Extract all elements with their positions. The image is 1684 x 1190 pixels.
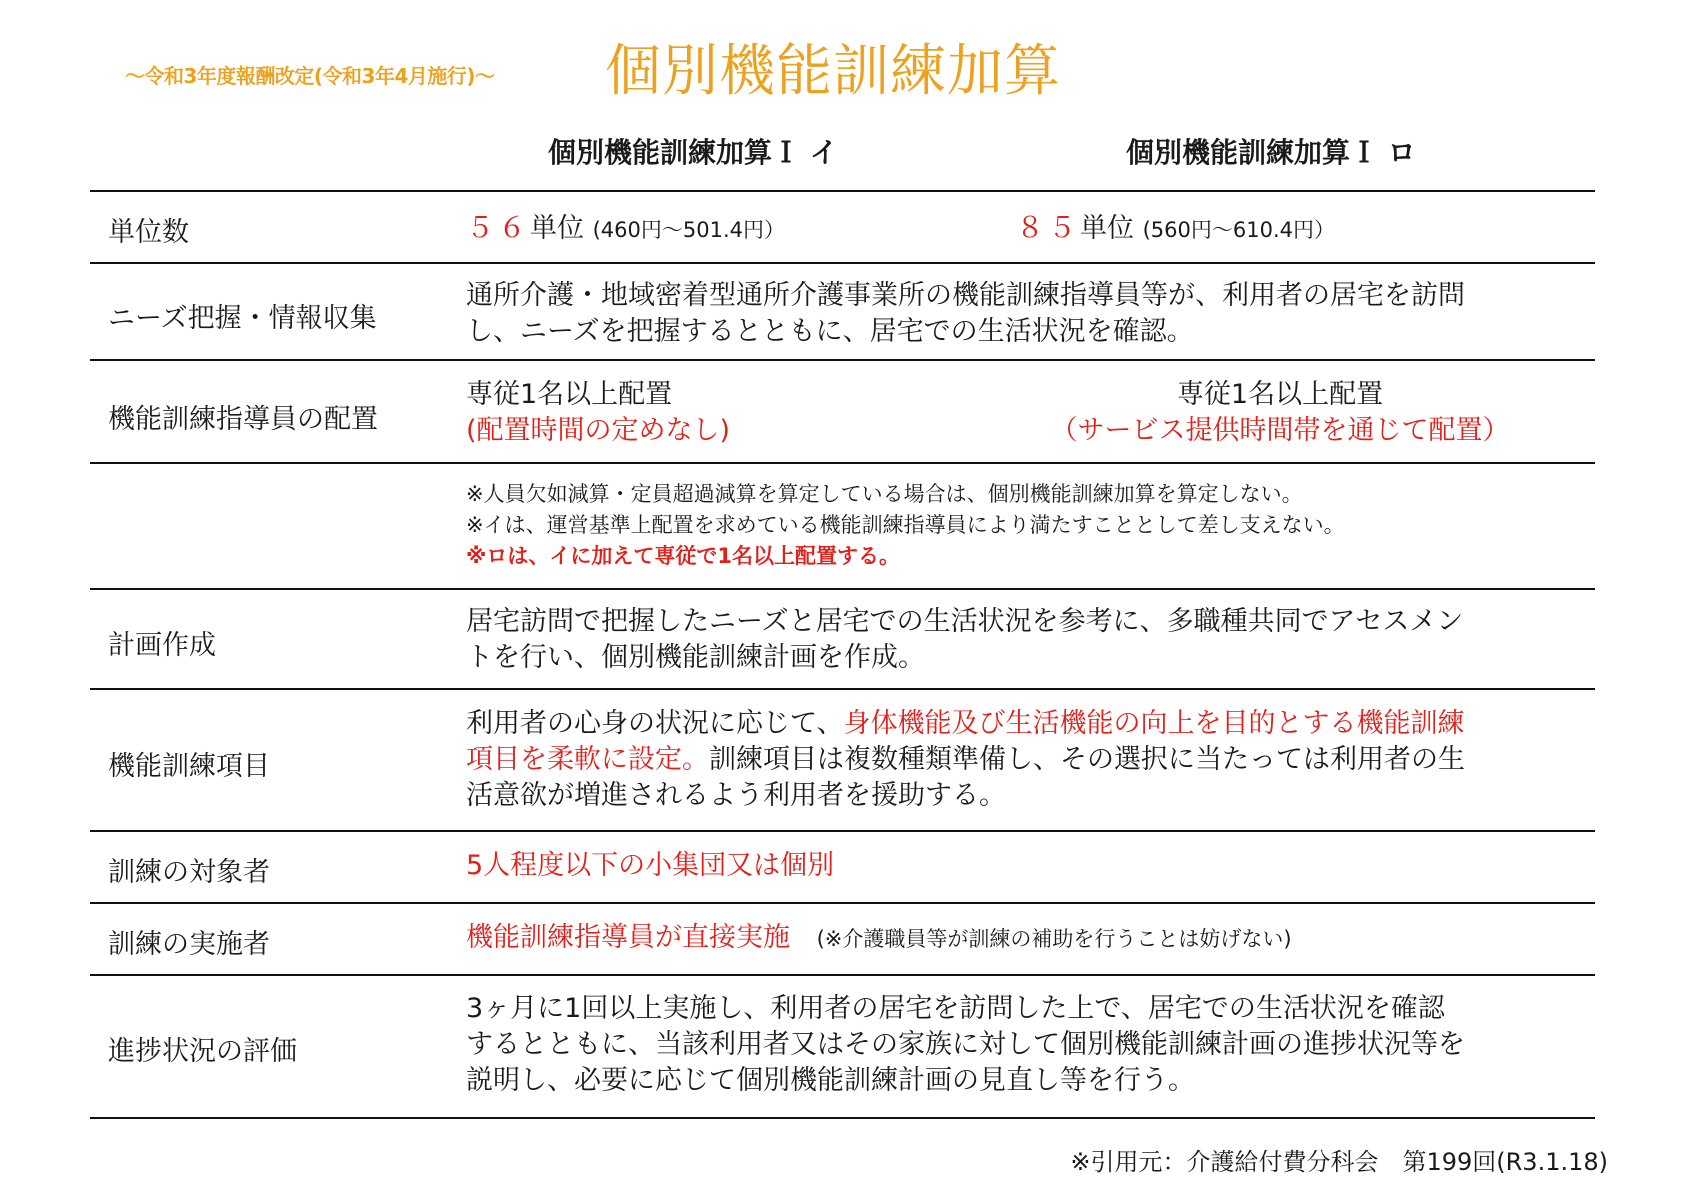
column-header-i: 個別機能訓練加算Ｉ イ xyxy=(548,136,838,169)
subtitle: ～令和3年度報酬改定(令和3年4月施行)～ xyxy=(125,64,495,88)
plan-line: 居宅訪問で把握したニーズと居宅での生活状況を参考に、多職種共同でアセスメン xyxy=(466,606,1464,637)
units-i-suffix: 単位 xyxy=(530,213,585,244)
needs-line: し、ニーズを把握するとともに、居宅での生活状況を確認。 xyxy=(466,316,1194,347)
items-line2-red: 項目を柔軟に設定。 xyxy=(466,744,709,775)
plan-line: トを行い、個別機能訓練計画を作成。 xyxy=(466,642,925,673)
target-value: 5人程度以下の小集団又は個別 xyxy=(466,850,835,881)
staffing-i-line1: 専従1名以上配置 xyxy=(466,379,673,410)
row-label-provider: 訓練の実施者 xyxy=(108,929,270,960)
note-line: ※ロは、イに加えて専従で1名以上配置する。 xyxy=(466,544,901,568)
items-text xyxy=(466,706,1465,814)
plan-text xyxy=(466,604,1463,676)
table-divider xyxy=(90,462,1595,464)
units-ro xyxy=(1016,210,1335,248)
units-i-yen: (460円～501.4円） xyxy=(592,218,786,242)
row-label-items: 機能訓練項目 xyxy=(108,751,270,782)
note-line: ※人員欠如減算・定員超過減算を算定している場合は、個別機能訓練加算を算定しない。 xyxy=(466,482,1303,506)
units-ro-suffix: 単位 xyxy=(1080,213,1135,244)
table-divider xyxy=(90,588,1595,590)
table-divider xyxy=(90,688,1595,690)
items-line: 活意欲が増進されるよう利用者を援助する。 xyxy=(466,780,1006,811)
items-line1-red: 身体機能及び生活機能の向上を目的とする機能訓練 xyxy=(843,708,1465,739)
row-label-staffing: 機能訓練指導員の配置 xyxy=(108,404,378,435)
row-label-plan: 計画作成 xyxy=(108,630,216,661)
items-line xyxy=(466,742,1465,778)
row-label-units: 単位数 xyxy=(108,217,189,248)
evaluation-text xyxy=(466,991,1465,1099)
items-line1-plain: 利用者の心身の状況に応じて、 xyxy=(466,708,844,739)
page-title: 個別機能訓練加算 xyxy=(605,39,1061,104)
staffing-ro-line2: （サービス提供時間帯を通じて配置） xyxy=(1050,415,1510,446)
table-divider xyxy=(90,830,1595,832)
units-ro-yen: (560円～610.4円） xyxy=(1142,218,1336,242)
evaluation-line: 説明し、必要に応じて個別機能訓練計画の見直し等を行う。 xyxy=(466,1065,1195,1096)
note-line: ※イは、運営基準上配置を求めている機能訓練指導員により満たすこととして差し支えない。 xyxy=(466,513,1345,537)
table-divider xyxy=(90,1117,1595,1119)
evaluation-line: するとともに、当該利用者又はその家族に対して個別機能訓練計画の進捗状況等を xyxy=(466,1029,1465,1060)
table-divider xyxy=(90,359,1595,361)
table-divider xyxy=(90,262,1595,264)
items-line2-plain: 訓練項目は複数種類準備し、その選択に当たっては利用者の生 xyxy=(709,744,1465,775)
needs-line: 通所介護・地域密着型通所介護事業所の機能訓練指導員等が、利用者の居宅を訪問 xyxy=(466,280,1465,311)
units-ro-value: ８５ xyxy=(1016,211,1081,244)
units-i xyxy=(466,210,785,248)
provider-note: (※介護職員等が訓練の補助を行うことは妨げない) xyxy=(816,927,1292,951)
staffing-ro xyxy=(1010,377,1550,449)
units-i-value: ５６ xyxy=(466,211,531,244)
row-label-target: 訓練の対象者 xyxy=(108,857,270,888)
table-divider xyxy=(90,902,1595,904)
provider-value: 機能訓練指導員が直接実施 xyxy=(466,922,790,953)
column-header-ro: 個別機能訓練加算Ｉ ロ xyxy=(1126,136,1416,169)
staffing-i xyxy=(466,377,730,449)
evaluation-line: 3ヶ月に1回以上実施し、利用者の居宅を訪問した上で、居宅での生活状況を確認 xyxy=(466,993,1445,1024)
items-line xyxy=(466,706,1465,742)
staffing-ro-line1: 専従1名以上配置 xyxy=(1176,379,1384,410)
source-citation: ※引用元：介護給付費分科会 第199回(R3.1.18) xyxy=(1070,1148,1608,1176)
row-label-needs: ニーズ把握・情報収集 xyxy=(108,303,377,334)
provider-text xyxy=(466,920,1292,957)
table-divider xyxy=(90,190,1595,192)
staffing-i-line2: (配置時間の定めなし) xyxy=(466,415,731,446)
row-label-evaluation: 進捗状況の評価 xyxy=(108,1036,297,1067)
table-divider xyxy=(90,974,1595,976)
notes-block xyxy=(466,479,1345,572)
needs-text xyxy=(466,278,1465,350)
